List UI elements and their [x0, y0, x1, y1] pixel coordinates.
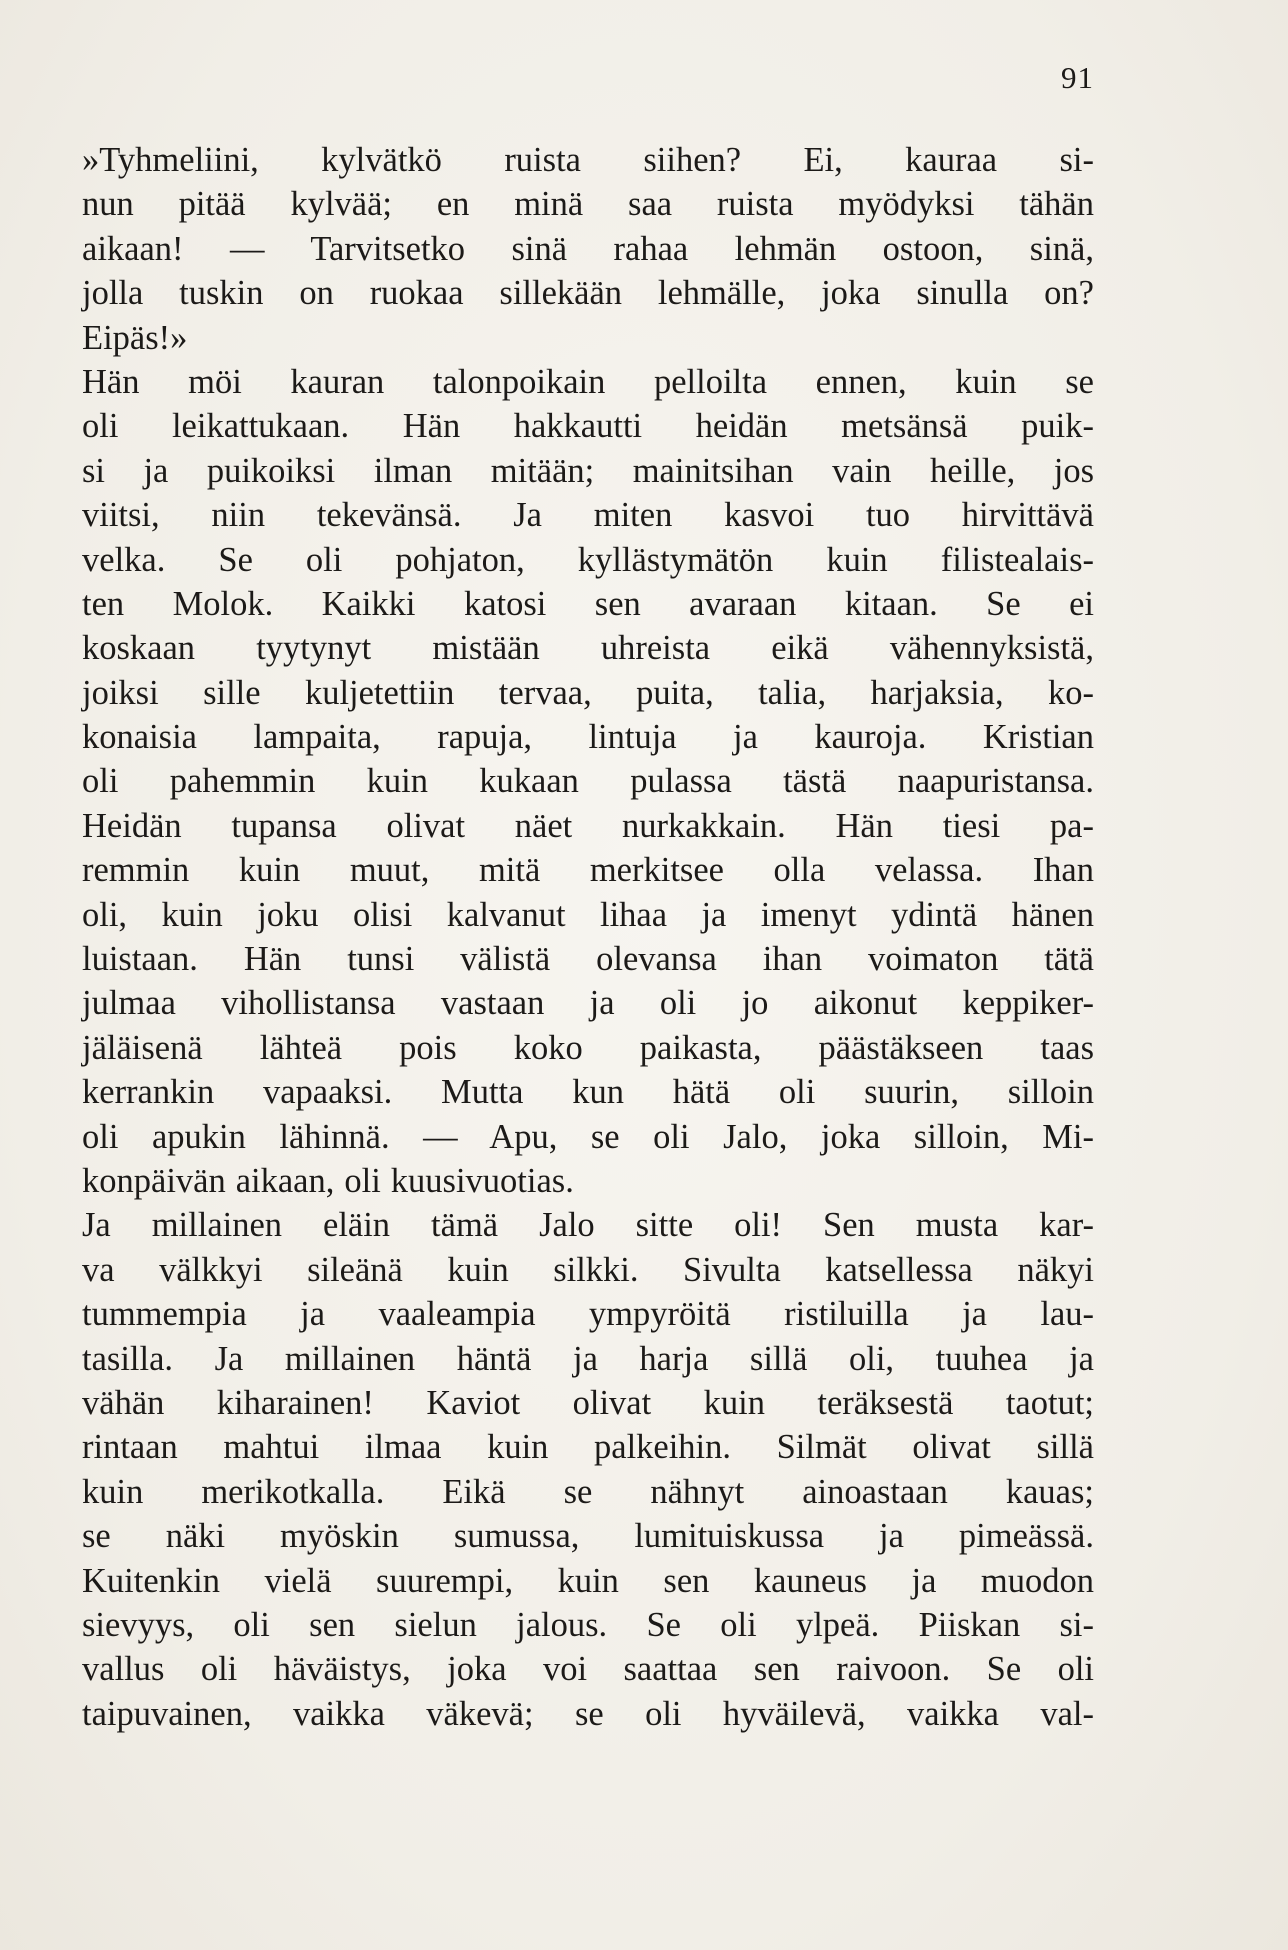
text-line: rintaan mahtui ilmaa kuin palkeihin. Silmät olivat sillä: [82, 1428, 1094, 1467]
text-line: ten Molok. Kaikki katosi sen avaraan kitaan. Se ei: [82, 584, 1094, 623]
text-line: »Tyhmeliini, kylvätkö ruista siihen? Ei, kauraa si-: [82, 141, 1094, 179]
text-line: konaisia lampaita, rapuja, lintuja ja kauroja. Kristian: [82, 718, 1094, 757]
text-line: vähän kiharainen! Kaviot olivat kuin teräksestä taotut;: [82, 1383, 1094, 1422]
text-line: nun pitää kylvää; en minä saa ruista myödyksi tähän: [82, 185, 1094, 224]
text-line: se näki myöskin sumussa, lumituiskussa ja pimeässä.: [82, 1517, 1094, 1556]
text-line: si ja puikoiksi ilman mitään; mainitsihan vain heille, jos: [82, 451, 1094, 490]
text-line: jäläisenä lähteä pois koko paikasta, päästäkseen taas: [82, 1028, 1094, 1067]
text-line: oli, kuin joku olisi kalvanut lihaa ja imenyt ydintä hänen: [82, 895, 1094, 934]
text-line: remmin kuin muut, mitä merkitsee olla velassa. Ihan: [82, 851, 1094, 890]
text-line: oli pahemmin kuin kukaan pulassa tästä naapuristansa.: [82, 762, 1094, 801]
text-line: Hän möi kauran talonpoikain pelloilta ennen, kuin se: [82, 362, 1094, 401]
text-line: aikaan! — Tarvitsetko sinä rahaa lehmän ostoon, sinä,: [82, 229, 1094, 268]
text-line: Ja millainen eläin tämä Jalo sitte oli! Sen musta kar-: [82, 1206, 1094, 1245]
text-line: sievyys, oli sen sielun jalous. Se oli ylpeä. Piiskan si-: [82, 1605, 1094, 1644]
text-line: jolla tuskin on ruokaa sillekään lehmälle, joka sinulla on?: [82, 274, 1094, 313]
text-line: luistaan. Hän tunsi välistä olevansa ihan voimaton tätä: [82, 940, 1094, 979]
text-line: konpäivän aikaan, oli kuusivuotias.: [82, 1161, 574, 1200]
text-line: va välkkyi sileänä kuin silkki. Sivulta katsellessa näkyi: [82, 1250, 1094, 1289]
page-number: 91: [1061, 60, 1094, 95]
body-text: [82, 138, 1094, 1736]
text-line: julmaa vihollistansa vastaan ja oli jo aikonut keppiker-: [82, 984, 1094, 1023]
text-line: tasilla. Ja millainen häntä ja harja sillä oli, tuuhea ja: [82, 1339, 1094, 1378]
text-line: kerrankin vapaaksi. Mutta kun hätä oli suurin, silloin: [82, 1073, 1094, 1112]
text-line: oli leikattukaan. Hän hakkautti heidän metsänsä puik-: [82, 407, 1094, 446]
text-line: taipuvainen, vaikka väkevä; se oli hyväilevä, vaikka val-: [82, 1694, 1094, 1733]
text-line: kuin merikotkalla. Eikä se nähnyt ainoastaan kauas;: [82, 1472, 1094, 1511]
text-line: vallus oli häväistys, joka voi saattaa sen raivoon. Se oli: [82, 1650, 1094, 1689]
text-line: velka. Se oli pohjaton, kyllästymätön kuin filistealais-: [82, 540, 1094, 579]
text-line: Kuitenkin vielä suurempi, kuin sen kauneus ja muodon: [82, 1561, 1094, 1600]
text-line: joiksi sille kuljetettiin tervaa, puita, talia, harjaksia, ko-: [82, 673, 1094, 712]
text-line: Eipäs!»: [82, 318, 188, 357]
text-line: tummempia ja vaaleampia ympyröitä ristiluilla ja lau-: [82, 1295, 1094, 1334]
text-line: oli apukin lähinnä. — Apu, se oli Jalo, joka silloin, Mi-: [82, 1117, 1094, 1156]
text-line: koskaan tyytynyt mistään uhreista eikä vähennyksistä,: [82, 629, 1094, 668]
text-line: Heidän tupansa olivat näet nurkakkain. Hän tiesi pa-: [82, 806, 1094, 845]
text-line: viitsi, niin tekevänsä. Ja miten kasvoi tuo hirvittävä: [82, 496, 1094, 535]
